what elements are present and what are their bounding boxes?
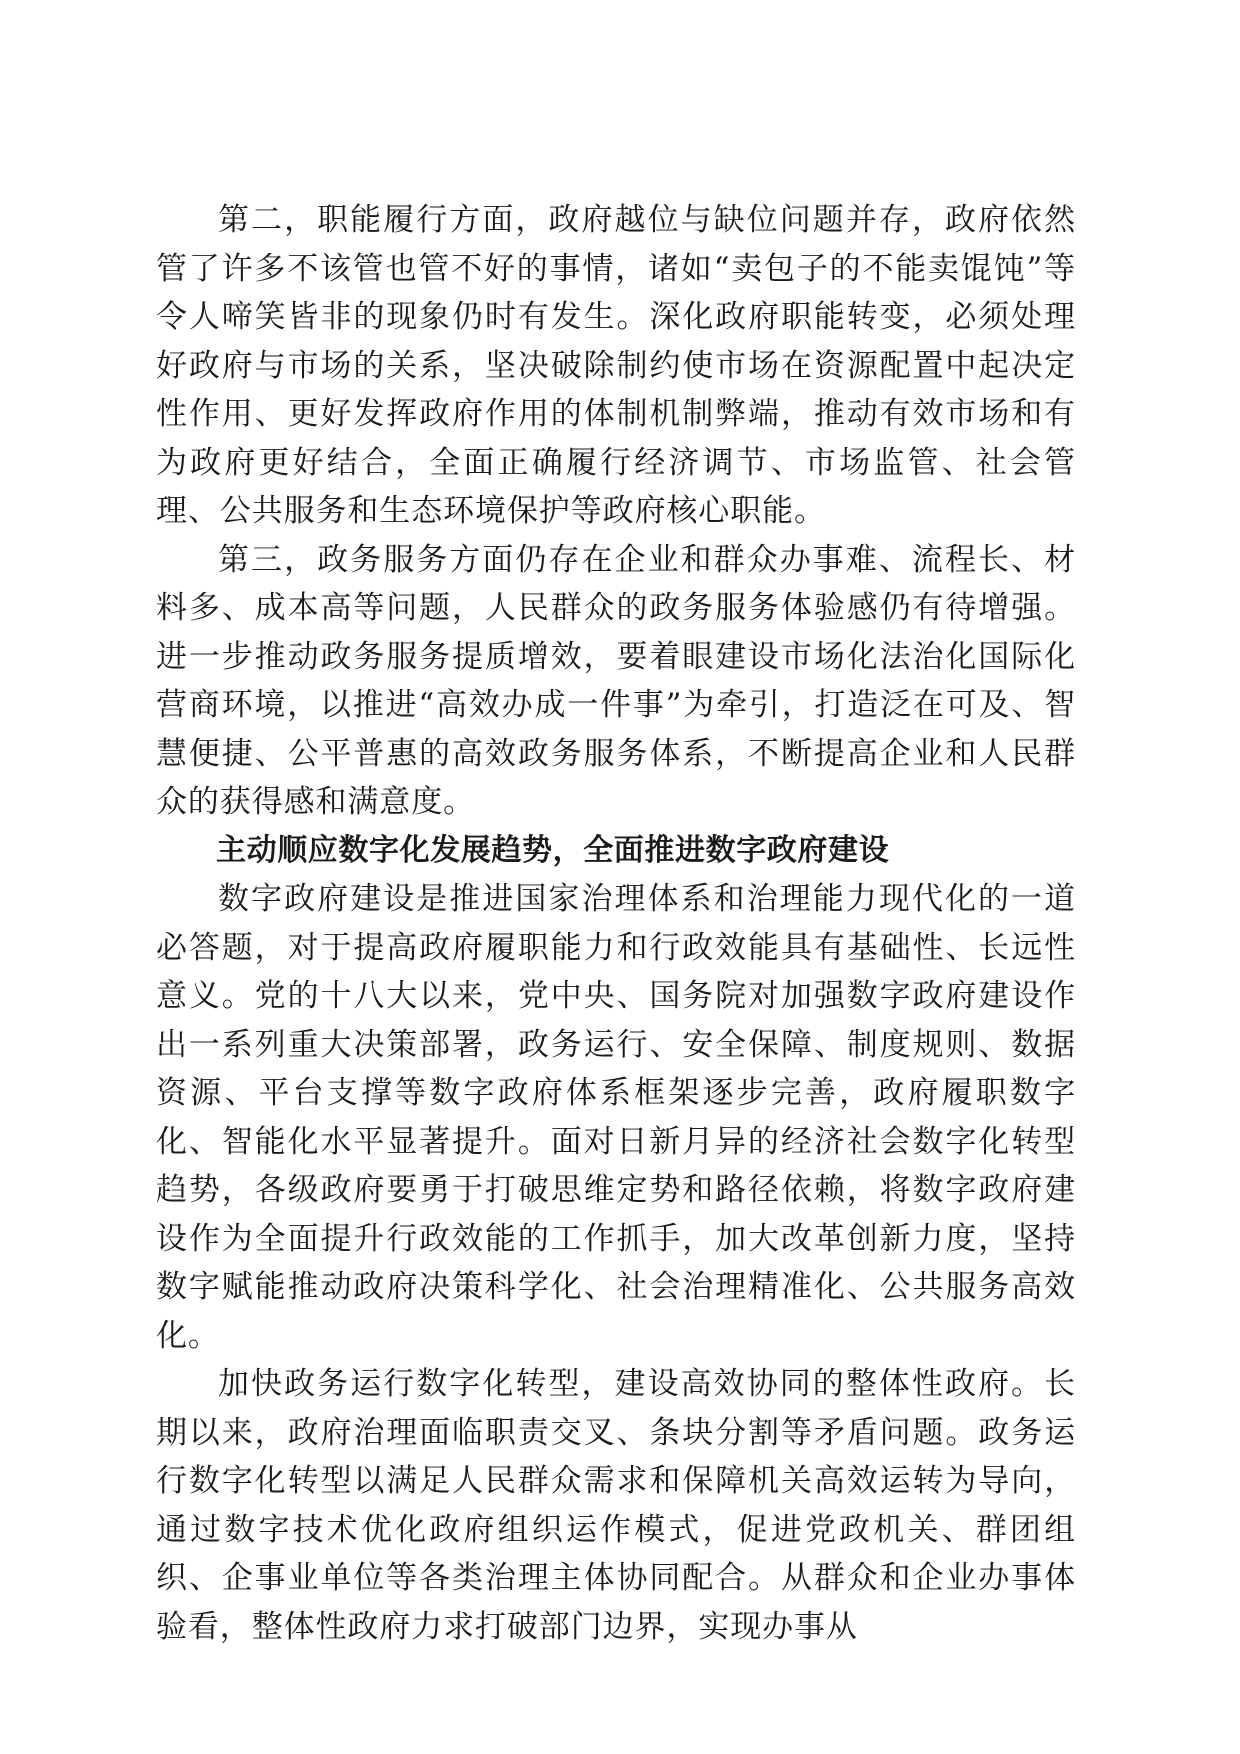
document-page xyxy=(156,196,1076,1651)
paragraph-government-services: 第三，政务服务方面仍存在企业和群众办事难、流程长、材料多、成本高等问题，人民群众的政务服务体验感仍有待增强。进一步推动政务服务提质增效，要着眼建设市场化法治化国际化营商环境，以推进“高效办成一件事”为牵引，打造泛在可及、智慧便捷、公平普惠的高效政务服务体系，不断提高企业和人民群众的获得感和满意度。 xyxy=(156,541,1076,820)
paragraph-digital-government-construction: 数字政府建设是推进国家治理体系和治理能力现代化的一道必答题，对于提高政府履职能力和行政效能具有基础性、长远性意义。党的十八大以来，党中央、国务院对加强数字政府建设作出一系列重大决策部署，政务运行、安全保障、制度规则、数据资源、平台支撑等数字政府体系框架逐步完善，政府履职数字化、智能化水平显著提升。面对日新月异的经济社会数字化转型趋势，各级政府要勇于打破思维定势和路径依赖，将数字政府建设作为全面提升行政效能的工作抓手，加大改革创新力度，坚持数字赋能推动政府决策科学化、社会治理精准化、公共服务高效化。 xyxy=(156,881,1076,1354)
paragraph-digital-transformation: 加快政务运行数字化转型，建设高效协同的整体性政府。长期以来，政府治理面临职责交叉、条块分割等矛盾问题。政务运行数字化转型以满足人民群众需求和保障机关高效运转为导向，通过数字技术优化政府组织运作模式，促进党政机关、群团组织、企事业单位等各类治理主体协同配合。从群众和企业办事体验看，整体性政府力求打破部门边界，实现办事从 xyxy=(156,1366,1076,1645)
section-heading-digital-government: 主动顺应数字化发展趋势，全面推进数字政府建设 xyxy=(216,832,890,868)
paragraph-function-performance: 第二，职能履行方面，政府越位与缺位问题并存，政府依然管了许多不该管也管不好的事情，诸如“卖包子的不能卖馄饨”等令人啼笑皆非的现象仍时有发生。深化政府职能转变，必须处理好政府与市场的关系，坚决破除制约使市场在资源配置中起决定性作用、更好发挥政府作用的体制机制弊端，推动有效市场和有为政府更好结合，全面正确履行经济调节、市场监管、社会管理、公共服务和生态环境保护等政府核心职能。 xyxy=(156,202,1076,529)
